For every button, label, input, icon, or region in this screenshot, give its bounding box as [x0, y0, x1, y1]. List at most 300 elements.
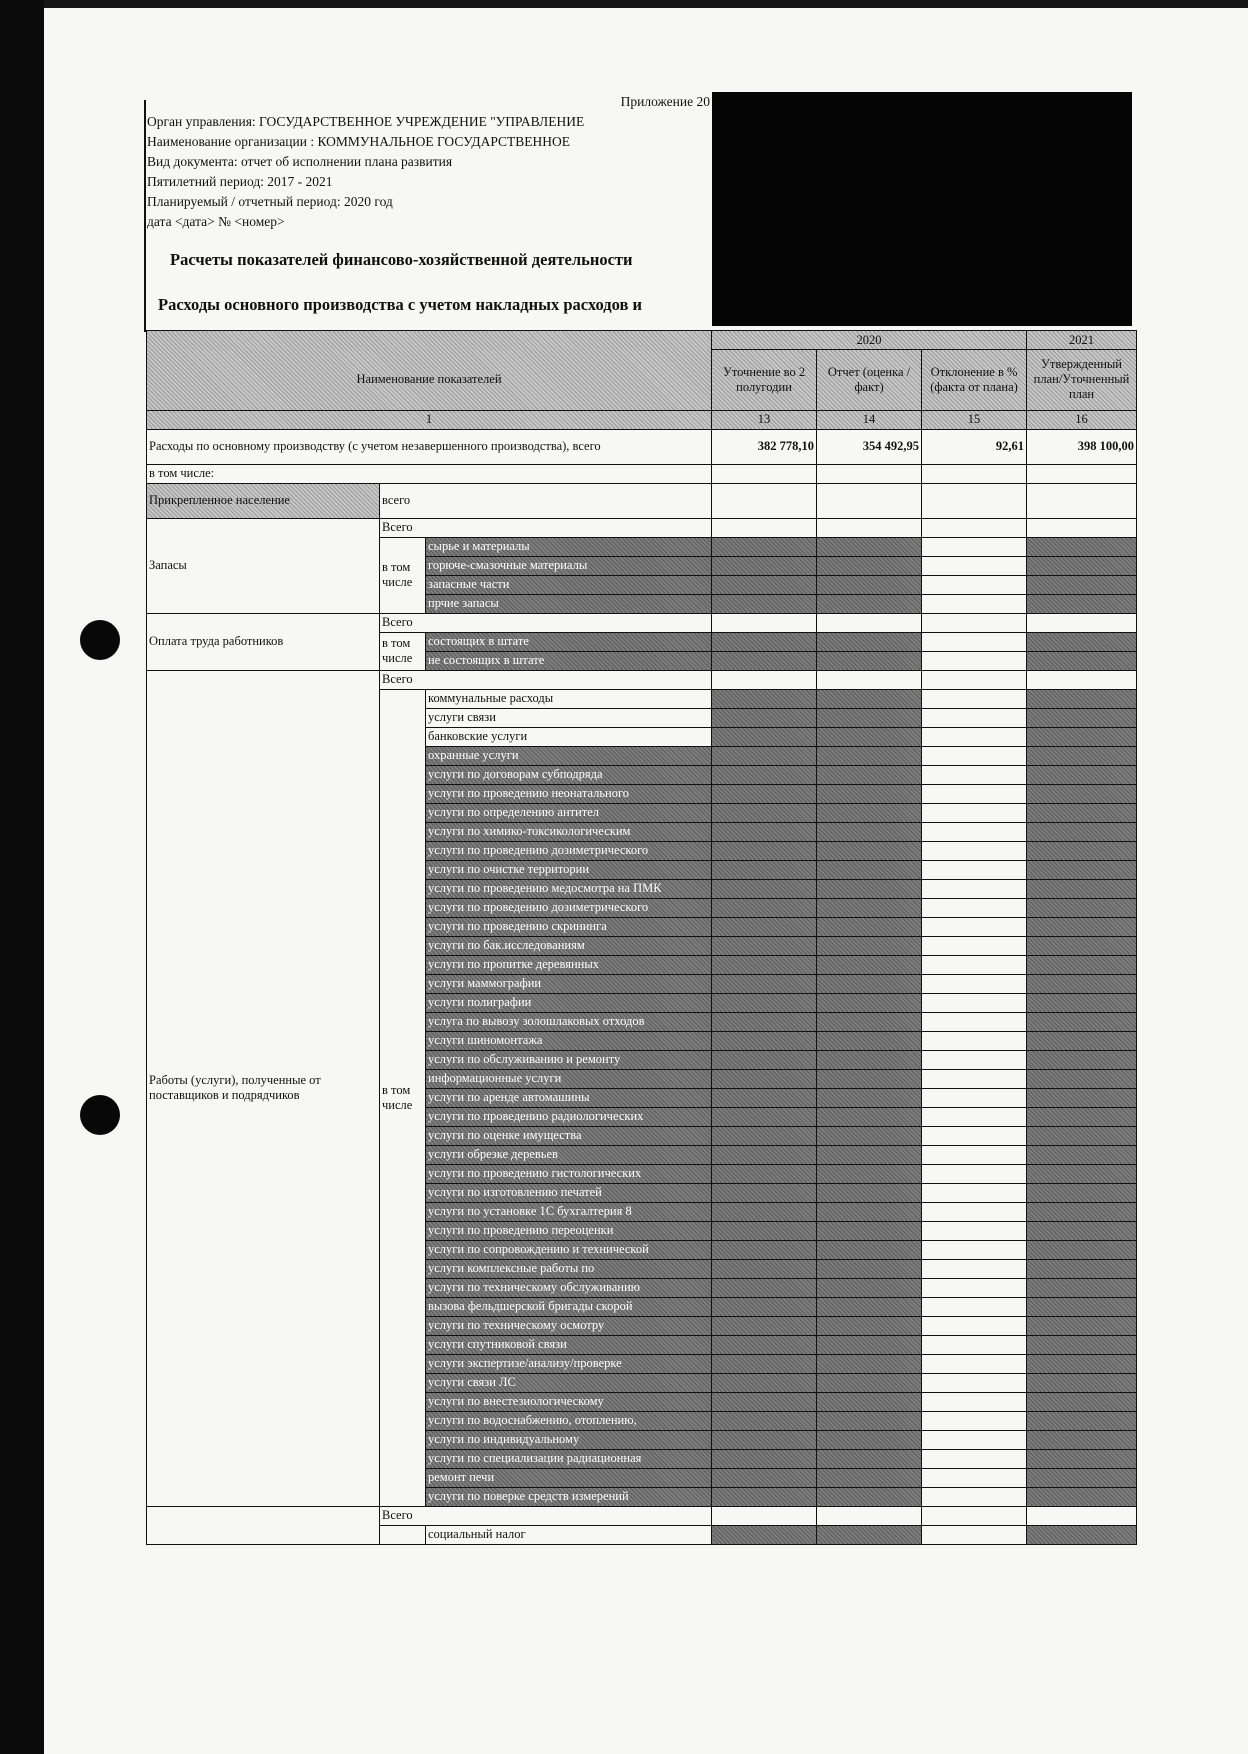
value-cell: [712, 556, 817, 575]
works-item: коммунальные расходы: [426, 689, 712, 708]
value-cell: [922, 1107, 1027, 1126]
value-cell: [712, 879, 817, 898]
value-cell: [817, 1316, 922, 1335]
value-cell: [1027, 1487, 1137, 1506]
year-header-row: [147, 331, 1137, 350]
value-cell: [922, 1164, 1027, 1183]
value-cell: [817, 1449, 922, 1468]
value-cell: [712, 594, 817, 613]
works-item: услуги по очистке территории: [426, 860, 712, 879]
value-cell: [817, 1335, 922, 1354]
value-cell: [712, 1259, 817, 1278]
value-cell: [1027, 1525, 1137, 1544]
attached-population-label: Прикрепленное население: [147, 483, 380, 518]
value-cell: [712, 1411, 817, 1430]
value-cell: [712, 1449, 817, 1468]
value-cell: [922, 1126, 1027, 1145]
value-cell: [712, 1354, 817, 1373]
value-cell: [1027, 1164, 1137, 1183]
value-cell: [712, 1468, 817, 1487]
value-cell: [817, 1164, 922, 1183]
works-item: охранные услуги: [426, 746, 712, 765]
value-cell: [817, 1297, 922, 1316]
value-cell: [817, 537, 922, 556]
value-cell: [922, 917, 1027, 936]
oplata-total-row: [147, 613, 1137, 632]
value-cell: [1027, 594, 1137, 613]
scan-edge-top: [44, 0, 1248, 8]
header-line: дата <дата> № <номер>: [147, 214, 285, 229]
value-cell: [712, 518, 817, 537]
value-cell: [712, 1506, 817, 1525]
including-label: в том числе:: [147, 464, 712, 483]
value-cell: [817, 1221, 922, 1240]
value-cell: [922, 803, 1027, 822]
value-cell: [817, 1487, 922, 1506]
value-cell: [712, 1430, 817, 1449]
value-cell: [1027, 1221, 1137, 1240]
works-item: услуги по обслуживанию и ремонту: [426, 1050, 712, 1069]
value-cell: [712, 746, 817, 765]
value-cell: [817, 1088, 922, 1107]
value-cell: [1027, 651, 1137, 670]
value-cell: [922, 1449, 1027, 1468]
value-cell: [712, 1525, 817, 1544]
value-cell: [922, 1316, 1027, 1335]
value-cell: [922, 879, 1027, 898]
value-cell: [922, 1335, 1027, 1354]
value-cell: [712, 575, 817, 594]
works-item: услуги по специализации радиационная: [426, 1449, 712, 1468]
value-cell: [922, 1259, 1027, 1278]
works-item: услуги по проведению дозиметрического: [426, 898, 712, 917]
column-15-header: Отклонение в % (факта от плана): [922, 350, 1027, 411]
value-cell: [712, 1392, 817, 1411]
oplata-v-tom-chisle: в том числе: [380, 632, 426, 670]
value-cell: [817, 1525, 922, 1544]
works-item: услуги по проведению радиологических: [426, 1107, 712, 1126]
value-cell: [1027, 1373, 1137, 1392]
value-cell: [817, 1506, 922, 1525]
value-cell: [1027, 784, 1137, 803]
value-cell: [922, 727, 1027, 746]
value-cell: [817, 860, 922, 879]
value-cell: [1027, 708, 1137, 727]
value-cell: [922, 1506, 1027, 1525]
works-item: ремонт печи: [426, 1468, 712, 1487]
column-header-row: [147, 350, 1137, 411]
value-cell: [922, 955, 1027, 974]
value-cell: [1027, 1031, 1137, 1050]
value-cell: [817, 518, 922, 537]
zapasy-item: сырье и материалы: [426, 537, 712, 556]
value-cell: [922, 1240, 1027, 1259]
value-cell: [1027, 613, 1137, 632]
value-cell: [712, 1126, 817, 1145]
value-cell: [817, 1012, 922, 1031]
column-14-header: Отчет (оценка / факт): [817, 350, 922, 411]
value-cell: [817, 1259, 922, 1278]
value-cell: [922, 860, 1027, 879]
works-item: услуги по оценке имущества: [426, 1126, 712, 1145]
works-item: банковские услуги: [426, 727, 712, 746]
value-cell: [712, 1297, 817, 1316]
social-tax-item: социальный налог: [426, 1525, 712, 1544]
total-value-13: 382 778,10: [712, 429, 817, 464]
value-cell: [712, 1145, 817, 1164]
value-cell: [712, 898, 817, 917]
value-cell: [712, 1278, 817, 1297]
value-cell: [922, 841, 1027, 860]
value-cell: [817, 1107, 922, 1126]
zapasy-vsego: Всего: [380, 518, 712, 537]
column-16-header: Утвержденный план/Уточненный план: [1027, 350, 1137, 411]
value-cell: [712, 917, 817, 936]
value-cell: [922, 613, 1027, 632]
value-cell: [1027, 917, 1137, 936]
value-cell: [1027, 1449, 1137, 1468]
value-cell: [712, 936, 817, 955]
works-item: услуги по аренде автомашины: [426, 1088, 712, 1107]
works-item: информационные услуги: [426, 1069, 712, 1088]
value-cell: [1027, 955, 1137, 974]
works-item: услуга по вывозу золошлаковых отходов: [426, 1012, 712, 1031]
value-cell: [712, 1012, 817, 1031]
total-row: [147, 429, 1137, 464]
value-cell: [712, 670, 817, 689]
expenses-table: [146, 330, 1137, 1545]
value-cell: [1027, 1259, 1137, 1278]
oplata-item: не состоящих в штате: [426, 651, 712, 670]
works-item: услуги по договорам субподряда: [426, 765, 712, 784]
value-cell: [817, 1411, 922, 1430]
works-item: услуги обрезке деревьев: [426, 1145, 712, 1164]
value-cell: [922, 974, 1027, 993]
value-cell: [1027, 803, 1137, 822]
works-item: услуги спутниковой связи: [426, 1335, 712, 1354]
works-item: услуги по пропитке деревянных: [426, 955, 712, 974]
value-cell: [817, 746, 922, 765]
value-cell: [922, 898, 1027, 917]
value-cell: [1027, 1145, 1137, 1164]
value-cell: [922, 1031, 1027, 1050]
works-item: услуги по проведению гистологических: [426, 1164, 712, 1183]
redaction-block: [712, 92, 1132, 326]
value-cell: [922, 1183, 1027, 1202]
header-line: Наименование организации : КОММУНАЛЬНОЕ ГОСУДАРСТВЕННОЕ: [147, 134, 570, 149]
value-cell: [1027, 1468, 1137, 1487]
value-cell: [922, 1278, 1027, 1297]
total-value-15: 92,61: [922, 429, 1027, 464]
value-cell: [712, 1164, 817, 1183]
value-cell: [922, 670, 1027, 689]
column-13-header: Уточнение во 2 полугодии: [712, 350, 817, 411]
value-cell: [817, 613, 922, 632]
works-item: услуги шиномонтажа: [426, 1031, 712, 1050]
value-cell: [712, 1316, 817, 1335]
column-number: 13: [712, 410, 817, 429]
value-cell: [817, 556, 922, 575]
works-item: услуги экспертизе/анализу/проверке: [426, 1354, 712, 1373]
value-cell: [1027, 689, 1137, 708]
value-cell: [922, 1145, 1027, 1164]
zapasy-v-tom-chisle: в том числе: [380, 537, 426, 613]
value-cell: [1027, 993, 1137, 1012]
value-cell: [712, 613, 817, 632]
header-line: Вид документа: отчет об исполнении плана развития: [147, 154, 453, 169]
next-group-v-tom-chisle: [380, 1525, 426, 1544]
value-cell: [817, 651, 922, 670]
total-value-14: 354 492,95: [817, 429, 922, 464]
column-number: 16: [1027, 410, 1137, 429]
value-cell: [817, 575, 922, 594]
value-cell: [712, 1031, 817, 1050]
value-cell: [712, 1088, 817, 1107]
works-item: услуги полиграфии: [426, 993, 712, 1012]
value-cell: [1027, 1088, 1137, 1107]
value-cell: [922, 537, 1027, 556]
value-cell: [922, 632, 1027, 651]
document-title: Расчеты показателей финансово-хозяйственной деятельности: [170, 250, 633, 269]
works-vsego: Всего: [380, 670, 712, 689]
value-cell: [1027, 936, 1137, 955]
value-cell: [1027, 727, 1137, 746]
value-cell: [712, 651, 817, 670]
value-cell: [1027, 1183, 1137, 1202]
value-cell: [817, 1126, 922, 1145]
value-cell: [1027, 1012, 1137, 1031]
value-cell: [817, 1430, 922, 1449]
value-cell: [712, 1221, 817, 1240]
value-cell: [817, 803, 922, 822]
value-cell: [922, 594, 1027, 613]
value-cell: [1027, 518, 1137, 537]
works-item: услуги связи: [426, 708, 712, 727]
value-cell: [922, 689, 1027, 708]
value-cell: [817, 879, 922, 898]
value-cell: [712, 689, 817, 708]
value-cell: [1027, 575, 1137, 594]
header-line: Планируемый / отчетный период: 2020 год: [147, 194, 393, 209]
works-item: услуги по водоснабжению, отоплению,: [426, 1411, 712, 1430]
total-label: Расходы по основному производству (с учетом незавершенного производства), всего: [147, 429, 712, 464]
value-cell: [712, 1373, 817, 1392]
value-cell: [712, 708, 817, 727]
column-name-header: Наименование показателей: [147, 350, 712, 411]
value-cell: [1027, 1050, 1137, 1069]
value-cell: [817, 1240, 922, 1259]
value-cell: [817, 822, 922, 841]
next-group-total-row: [147, 1506, 1137, 1525]
value-cell: [817, 1392, 922, 1411]
value-cell: [922, 708, 1027, 727]
column-number: 15: [922, 410, 1027, 429]
value-cell: [712, 1240, 817, 1259]
next-group-vsego: Всего: [380, 1506, 712, 1525]
value-cell: [817, 1373, 922, 1392]
value-cell: [1027, 765, 1137, 784]
column-number-row: [147, 410, 1137, 429]
value-cell: [1027, 1506, 1137, 1525]
zapasy-item: горюче-смазочные материалы: [426, 556, 712, 575]
value-cell: [1027, 841, 1137, 860]
value-cell: [922, 1392, 1027, 1411]
value-cell: [712, 860, 817, 879]
value-cell: [922, 1297, 1027, 1316]
header-border: [144, 100, 146, 332]
works-item: услуги по сопровождению и технической: [426, 1240, 712, 1259]
works-item: услуги по техническому осмотру: [426, 1316, 712, 1335]
value-cell: [1027, 1126, 1137, 1145]
value-cell: [922, 1221, 1027, 1240]
value-cell: [922, 556, 1027, 575]
value-cell: [922, 936, 1027, 955]
value-cell: [712, 537, 817, 556]
appendix-label: Приложение 20: [620, 94, 710, 109]
value-cell: [922, 1373, 1027, 1392]
value-cell: [712, 784, 817, 803]
value-cell: [1027, 537, 1137, 556]
value-cell: [712, 974, 817, 993]
works-v-tom-chisle: в том числе: [380, 689, 426, 1506]
value-cell: [712, 1335, 817, 1354]
value-cell: [1027, 1354, 1137, 1373]
works-item: услуги по проведению переоценки: [426, 1221, 712, 1240]
value-cell: [712, 841, 817, 860]
value-cell: [817, 1354, 922, 1373]
value-cell: [1027, 1069, 1137, 1088]
value-cell: [922, 1468, 1027, 1487]
value-cell: [712, 955, 817, 974]
value-cell: [1027, 1411, 1137, 1430]
zapasy-item: прчие запасы: [426, 594, 712, 613]
value-cell: [922, 1411, 1027, 1430]
value-cell: [712, 727, 817, 746]
zapasy-total-row: [147, 518, 1137, 537]
value-cell: [1027, 1202, 1137, 1221]
value-cell: [817, 632, 922, 651]
value-cell: [922, 993, 1027, 1012]
value-cell: [817, 1145, 922, 1164]
value-cell: [817, 955, 922, 974]
value-cell: [817, 765, 922, 784]
value-cell: [922, 822, 1027, 841]
value-cell: [1027, 879, 1137, 898]
value-cell: [1027, 860, 1137, 879]
works-item: услуги по установке 1С бухгалтерия 8: [426, 1202, 712, 1221]
value-cell: [922, 575, 1027, 594]
value-cell: [922, 1354, 1027, 1373]
value-cell: [922, 1430, 1027, 1449]
works-item: услуги по индивидуальному: [426, 1430, 712, 1449]
zapasy-item: запасные части: [426, 575, 712, 594]
value-cell: [1027, 1335, 1137, 1354]
works-total-row: [147, 670, 1137, 689]
attached-population-row: [147, 483, 1137, 518]
value-cell: [1027, 632, 1137, 651]
including-row: [147, 464, 1137, 483]
value-cell: [817, 670, 922, 689]
attached-vsego: всего: [380, 483, 712, 518]
value-cell: [712, 632, 817, 651]
works-item: услуги по проведению медосмотра на ПМК: [426, 879, 712, 898]
value-cell: [817, 727, 922, 746]
oplata-item: состоящих в штате: [426, 632, 712, 651]
works-item: услуги по бак.исследованиям: [426, 936, 712, 955]
zapasy-label: Запасы: [147, 518, 380, 613]
value-cell: [1027, 974, 1137, 993]
value-cell: [922, 1050, 1027, 1069]
value-cell: [1027, 1392, 1137, 1411]
value-cell: [712, 1202, 817, 1221]
value-cell: [1027, 1316, 1137, 1335]
value-cell: [817, 1050, 922, 1069]
year-2020: 2020: [712, 331, 1027, 350]
value-cell: [712, 1069, 817, 1088]
scan-edge-left: [0, 0, 44, 1754]
value-cell: [817, 993, 922, 1012]
value-cell: [712, 803, 817, 822]
value-cell: [712, 1050, 817, 1069]
works-item: услуги по проведению скрининга: [426, 917, 712, 936]
value-cell: [817, 936, 922, 955]
value-cell: [712, 765, 817, 784]
value-cell: [1027, 556, 1137, 575]
value-cell: [817, 689, 922, 708]
works-item: услуги маммографии: [426, 974, 712, 993]
year-2021: 2021: [1027, 331, 1137, 350]
punch-hole: [80, 1095, 120, 1135]
value-cell: [922, 1088, 1027, 1107]
value-cell: [817, 1278, 922, 1297]
value-cell: [922, 518, 1027, 537]
works-item: услуги по проведению неонатального: [426, 784, 712, 803]
value-cell: [922, 1525, 1027, 1544]
value-cell: [922, 746, 1027, 765]
column-number: 1: [147, 410, 712, 429]
value-cell: [817, 841, 922, 860]
works-label: Работы (услуги), полученные от поставщиков и подрядчиков: [147, 670, 380, 1506]
works-item: услуги связи ЛС: [426, 1373, 712, 1392]
value-cell: [1027, 1297, 1137, 1316]
value-cell: [817, 1031, 922, 1050]
value-cell: [1027, 822, 1137, 841]
value-cell: [712, 822, 817, 841]
value-cell: [1027, 1278, 1137, 1297]
works-item: услуги по поверке средств измерений: [426, 1487, 712, 1506]
next-group-label: [147, 1506, 380, 1544]
document-subtitle: Расходы основного производства с учетом накладных расходов и: [158, 295, 642, 314]
value-cell: [922, 1487, 1027, 1506]
column-number: 14: [817, 410, 922, 429]
value-cell: [1027, 898, 1137, 917]
value-cell: [817, 1468, 922, 1487]
oplata-label: Оплата труда работников: [147, 613, 380, 670]
value-cell: [712, 993, 817, 1012]
punch-hole: [80, 620, 120, 660]
oplata-vsego: Всего: [380, 613, 712, 632]
value-cell: [1027, 1240, 1137, 1259]
works-item: услуги по химико-токсикологическим: [426, 822, 712, 841]
works-item: услуги по внестезиологическому: [426, 1392, 712, 1411]
works-item: услуги комплексные работы по: [426, 1259, 712, 1278]
value-cell: [817, 1183, 922, 1202]
header-line: Пятилетний период: 2017 - 2021: [147, 174, 333, 189]
works-item: услуги по изготовлению печатей: [426, 1183, 712, 1202]
value-cell: [922, 1012, 1027, 1031]
value-cell: [922, 784, 1027, 803]
value-cell: [712, 1183, 817, 1202]
